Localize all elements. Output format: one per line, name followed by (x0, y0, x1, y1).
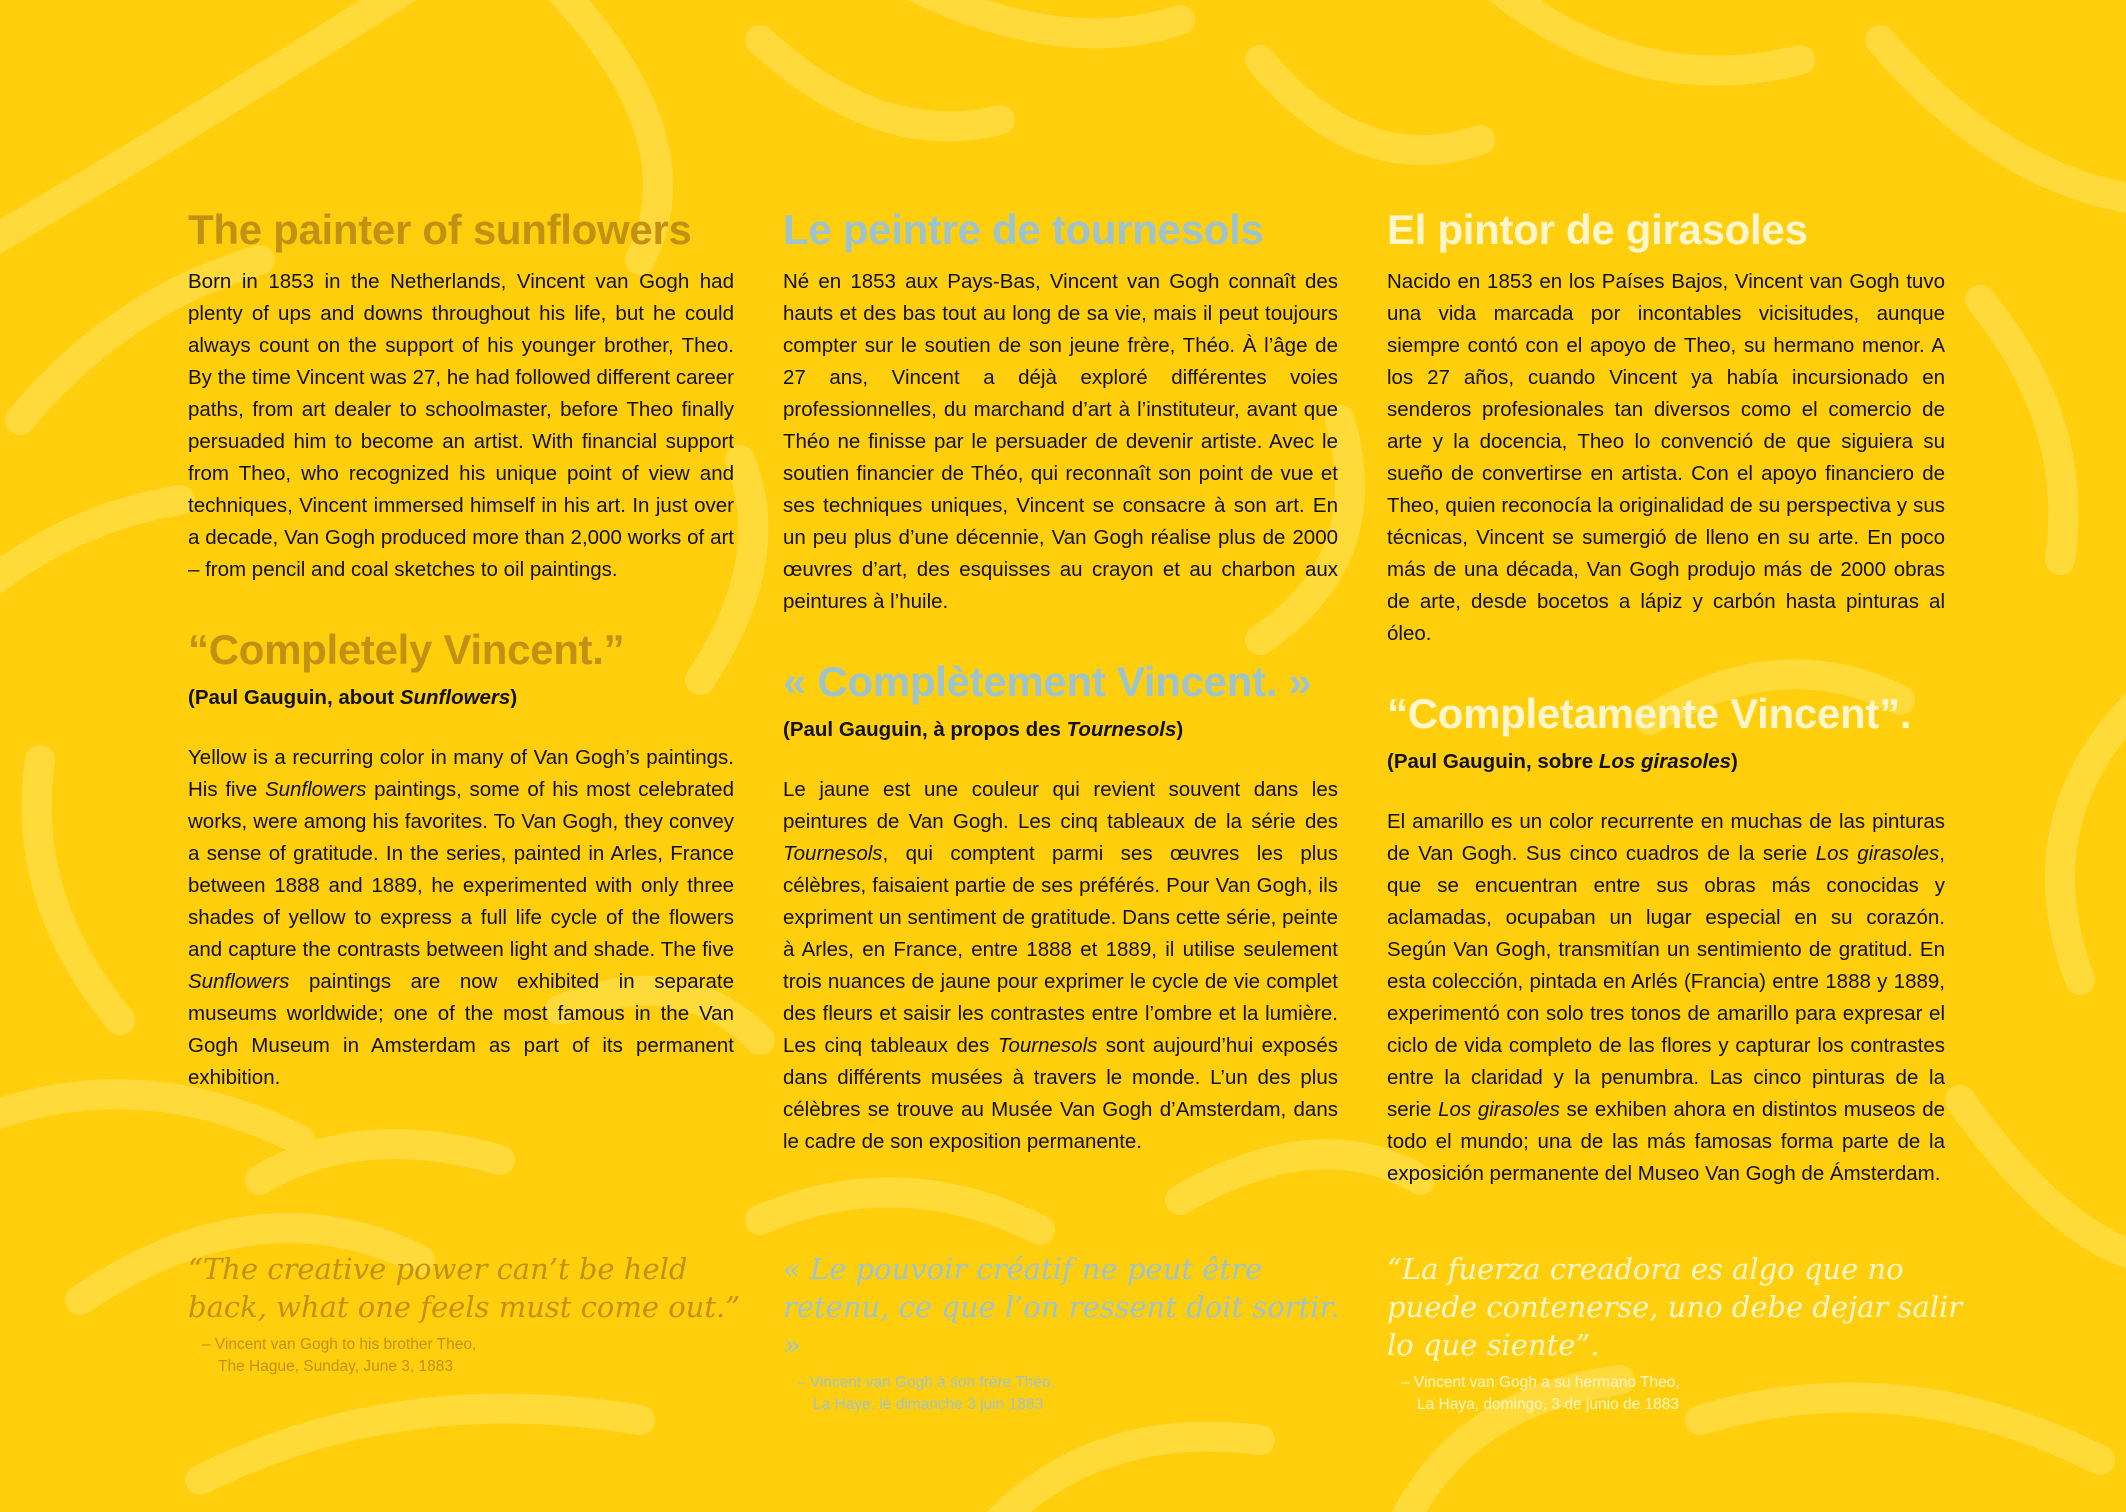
french-attribution: (Paul Gauguin, à propos des Tournesols) (783, 718, 1184, 741)
spanish-bottom-quote (1387, 1250, 1987, 1416)
spanish-attribution: (Paul Gauguin, sobre Los girasoles) (1387, 750, 1738, 773)
spanish-body: El amarillo es un color recurrente en muchas de las pinturas de Van Gogh. Sus cinco cuadros de la serie Los girasoles, que se encuentran entre sus obras más conocidas y aclamadas, ocupaban un lugar especial en su corazón. Según Van Gogh, transmitían un sentimiento de gratitud. En esta colección, pintada en Arlés (Francia) entre 1888 y 1889, experimentó con solo tres tonos de amarillo para expresar el ciclo de vida completo de las flores y capturar los contrastes entre la claridad y la penumbra. Las cinco pinturas de la serie Los girasoles se exhiben ahora en distintos museos de todo el mundo; una de las más famosas forma parte de la exposición permanente del Museo Van Gogh de Ámsterdam. (1387, 810, 1945, 1185)
column-french (783, 200, 1338, 1158)
french-intro: Né en 1853 aux Pays-Bas, Vincent van Gogh connaît des hauts et des bas tout au long de sa vie, mais il peut toujours compter sur le soutien de son jeune frère, Théo. À l’âge de 27 ans, Vincent a déjà exploré différentes voies professionnelles, du marchand d’art à l’instituteur, avant que Théo ne finisse par le persuader de devenir artiste. Avec le soutien financier de Théo, qui reconnaît son point de vue et ses techniques uniques, Vincent se consacre à son art. En un peu plus d’une décennie, Van Gogh réalise plus de 2000 œuvres d’art, des esquisses au crayon et au charbon aux peintures à l’huile. (783, 270, 1338, 613)
french-van-gogh-quote: « Le pouvoir créatif ne peut être retenu, ce que l’on ressent doit sortir. » (783, 1252, 1340, 1362)
spanish-intro: Nacido en 1853 en los Países Bajos, Vincent van Gogh tuvo una vida marcada por incontables vicisitudes, aunque siempre contó con el apoyo de Theo, su hermano menor. A los 27 años, cuando Vincent ya había incursionado en senderos profesionales tan diversos como el comercio de arte y la docencia, Theo lo convenció de que siguiera su sueño de convertirse en artista. Con el apoyo financiero de Theo, quien reconocía la originalidad de su perspectiva y sus técnicas, Vincent se sumergió de lleno en su arte. En poco más de una década, Van Gogh produjo más de 2000 obras de arte, desde bocetos a lápiz y carbón hasta pinturas al óleo. (1387, 270, 1945, 645)
english-intro: Born in 1853 in the Netherlands, Vincent van Gogh had plenty of ups and downs throughout his life, but he could always count on the support of his younger brother, Theo. By the time Vincent was 27, he had followed different career paths, from art dealer to schoolmaster, before Theo finally persuaded him to become an artist. With financial support from Theo, who recognized his unique point of view and techniques, Vincent immersed himself in his art. In just over a decade, Van Gogh produced more than 2,000 works of art – from pencil and coal sketches to oil paintings. (188, 270, 734, 581)
english-quote-title: “Completely Vincent.” (188, 626, 625, 673)
french-quote-source: – Vincent van Gogh à son frère Théo, La Haye, le dimanche 3 juin 1883 (797, 1374, 1055, 1413)
spanish-quote-source: – Vincent van Gogh a su hermano Theo, La Haya, domingo, 3 de junio de 1883 (1401, 1374, 1680, 1413)
spanish-van-gogh-quote: “La fuerza creadora es algo que no puede contenerse, uno debe dejar salir lo que siente”. (1387, 1252, 1963, 1362)
column-spanish (1387, 200, 1945, 1190)
column-english (188, 200, 734, 1094)
spanish-title: El pintor de girasoles (1387, 206, 1808, 253)
spanish-quote-title: “Completamente Vincent”. (1387, 690, 1912, 737)
english-bottom-quote (188, 1250, 748, 1378)
french-title: Le peintre de tournesols (783, 206, 1264, 253)
french-body: Le jaune est une couleur qui revient souvent dans les peintures de Van Gogh. Les cinq tableaux de la série des Tournesols, qui comptent parmi ses œuvres les plus célèbres, faisaient partie de ses préférés. Pour Van Gogh, ils expriment un sentiment de gratitude. Dans cette série, peinte à Arles, en France, entre 1888 et 1889, il utilise seulement trois nuances de jaune pour exprimer le cycle de vie complet des fleurs et saisir les contrastes entre l’ombre et la lumière. Les cinq tableaux des Tournesols sont aujourd’hui exposés dans différents musées à travers le monde. L’un des plus célèbres se trouve au Musée Van Gogh d’Amsterdam, dans le cadre de son exposition permanente. (783, 778, 1338, 1153)
english-van-gogh-quote: “The creative power can’t be held back, what one feels must come out.” (188, 1252, 741, 1324)
english-attribution: (Paul Gauguin, about Sunflowers) (188, 686, 518, 709)
english-body: Yellow is a recurring color in many of Van Gogh’s paintings. His five Sunflowers paintings, some of his most celebrated works, were among his favorites. To Van Gogh, they convey a sense of gratitude. In the series, painted in Arles, France between 1888 and 1889, he experimented with only three shades of yellow to express a full life cycle of the flowers and capture the contrasts between light and shade. The five Sunflowers paintings are now exhibited in separate museums worldwide; one of the most famous in the Van Gogh Museum in Amsterdam as part of its permanent exhibition. (188, 746, 734, 1089)
english-quote-source: – Vincent van Gogh to his brother Theo, The Hague, Sunday, June 3, 1883 (202, 1336, 477, 1375)
french-bottom-quote (783, 1250, 1343, 1416)
french-quote-title: « Complètement Vincent. » (783, 658, 1312, 705)
english-title: The painter of sunflowers (188, 206, 692, 253)
